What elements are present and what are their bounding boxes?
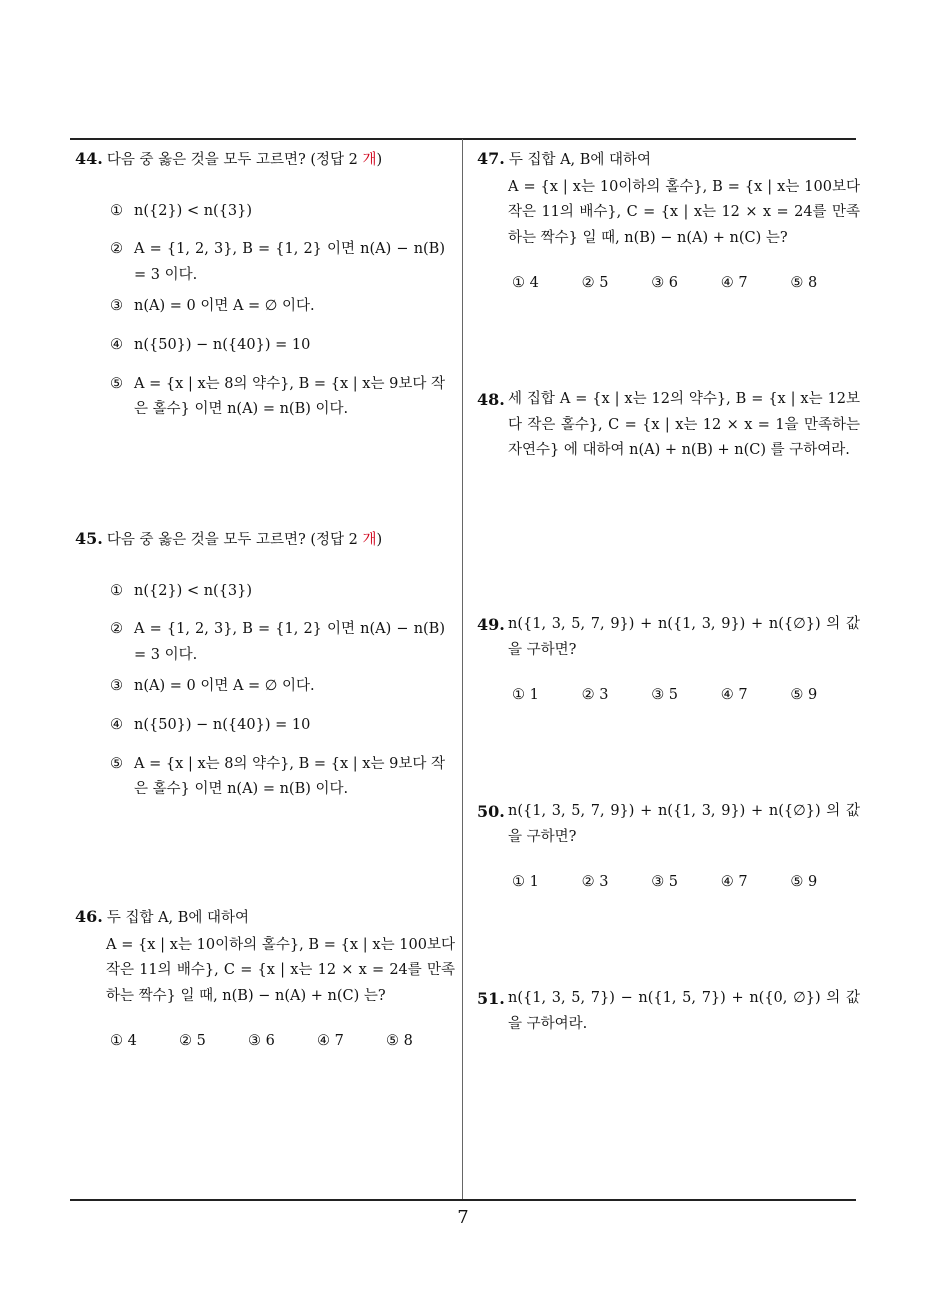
prompt-close: ) <box>376 152 383 168</box>
bottom-rule <box>70 1199 856 1201</box>
question-44 <box>75 146 445 423</box>
question-prompt: 다음 중 옳은 것을 모두 고르면? (정답 2 <box>106 532 363 548</box>
option-4[interactable]: ④ 7 <box>720 275 748 292</box>
choice-3[interactable] <box>110 294 445 320</box>
question-45 <box>75 526 445 803</box>
question-number: 51. <box>477 989 505 1008</box>
option-5[interactable]: ⑤ 8 <box>386 1033 413 1050</box>
choice-2[interactable] <box>110 617 445 668</box>
answer-options <box>512 683 860 709</box>
option-2[interactable]: ② 5 <box>179 1033 206 1050</box>
choice-mark: ① <box>110 202 123 219</box>
question-prompt: 다음 중 옳은 것을 모두 고르면? (정답 2 <box>106 152 363 168</box>
choice-3[interactable] <box>110 674 445 700</box>
option-4[interactable]: ④ 7 <box>317 1033 344 1050</box>
option-5[interactable]: ⑤ 9 <box>790 874 818 891</box>
question-number: 46. <box>75 907 103 926</box>
option-4[interactable]: ④ 7 <box>720 687 748 704</box>
question-number: 50. <box>477 802 505 821</box>
option-3[interactable]: ③ 5 <box>651 687 679 704</box>
choice-text: n(A) = 0 이면 A = ∅ 이다. <box>134 678 315 695</box>
choice-text: A = {1, 2, 3}, B = {1, 2} 이면 n(A) − n(B) = 3 이다. <box>134 241 445 283</box>
choice-mark: ④ <box>110 336 123 353</box>
choice-text: A = {1, 2, 3}, B = {1, 2} 이면 n(A) − n(B) = 3 이다. <box>134 621 445 663</box>
question-text: n({1, 3, 5, 7}) − n({1, 5, 7}) + n({0, ∅}) 의 값을 구하여라. <box>508 990 860 1032</box>
choice-1[interactable] <box>110 579 445 605</box>
option-1[interactable]: ① 1 <box>512 687 539 704</box>
question-text: n({1, 3, 5, 7, 9}) + n({1, 3, 9}) + n({∅}) 의 값을 구하면? <box>508 616 860 658</box>
prompt-close: ) <box>376 532 383 548</box>
question-prompt: 두 집합 A, B에 대하여 <box>508 152 652 168</box>
option-2[interactable]: ② 5 <box>581 275 609 292</box>
answer-options <box>110 1029 455 1055</box>
column-divider <box>462 139 463 1201</box>
choice-text: A = {x | x는 8의 약수}, B = {x | x는 9보다 작은 홀수} 이면 n(A) = n(B) 이다. <box>134 755 445 798</box>
question-46-header <box>75 904 455 932</box>
question-46 <box>75 904 455 1055</box>
option-1[interactable]: ① 4 <box>512 275 539 292</box>
choice-5[interactable] <box>110 752 445 803</box>
question-45-header <box>75 526 445 554</box>
question-51 <box>477 986 860 1037</box>
choice-2[interactable] <box>110 237 445 288</box>
page-number: 7 <box>457 1207 469 1228</box>
choice-mark: ⑤ <box>110 375 123 392</box>
question-number: 45. <box>75 529 103 548</box>
option-1[interactable]: ① 1 <box>512 874 539 891</box>
question-prompt: 두 집합 A, B에 대하여 <box>106 910 250 926</box>
choice-text: n(A) = 0 이면 A = ∅ 이다. <box>134 298 315 315</box>
question-48 <box>477 387 860 464</box>
choice-4[interactable] <box>110 333 445 359</box>
choice-mark: ⑤ <box>110 755 123 772</box>
option-5[interactable]: ⑤ 9 <box>790 687 818 704</box>
question-body: A = {x | x는 10이하의 홀수}, B = {x | x는 100보다 작은 11의 배수}, C = {x | x는 12 × x = 24를 만족하는 짝수} 일 때, n(B) − n(A) + n(C) 는? <box>106 936 455 1004</box>
question-number: 44. <box>75 149 103 168</box>
option-3[interactable]: ③ 6 <box>651 275 679 292</box>
option-3[interactable]: ③ 6 <box>248 1033 275 1050</box>
option-4[interactable]: ④ 7 <box>720 874 748 891</box>
question-47-header <box>477 146 860 174</box>
option-1[interactable]: ① 4 <box>110 1033 137 1050</box>
choice-mark: ④ <box>110 716 123 733</box>
question-44-header <box>75 146 445 174</box>
answer-options <box>512 271 860 297</box>
choice-mark: ② <box>110 241 123 258</box>
question-47 <box>477 146 860 297</box>
option-2[interactable]: ② 3 <box>581 687 609 704</box>
question-text: n({1, 3, 5, 7, 9}) + n({1, 3, 9}) + n({∅}) 의 값을 구하면? <box>508 803 860 845</box>
option-3[interactable]: ③ 5 <box>651 874 679 891</box>
answer-count-highlight: 개 <box>362 532 377 548</box>
choice-4[interactable] <box>110 713 445 739</box>
choice-mark: ① <box>110 582 123 599</box>
top-rule <box>70 138 856 140</box>
choice-text: A = {x | x는 8의 약수}, B = {x | x는 9보다 작은 홀수} 이면 n(A) = n(B) 이다. <box>134 375 445 418</box>
choice-mark: ③ <box>110 298 123 315</box>
choice-text: n({50}) − n({40}) = 10 <box>134 716 311 733</box>
choice-mark: ③ <box>110 678 123 695</box>
choice-5[interactable] <box>110 372 445 423</box>
answer-options <box>512 870 860 896</box>
choice-text: n({50}) − n({40}) = 10 <box>134 336 311 353</box>
option-2[interactable]: ② 3 <box>581 874 609 891</box>
question-50 <box>477 799 860 896</box>
question-body: A = {x | x는 10이하의 홀수}, B = {x | x는 100보다 작은 11의 배수}, C = {x | x는 12 × x = 24를 만족하는 짝수} 일 때, n(B) − n(A) + n(C) 는? <box>508 178 860 246</box>
choice-mark: ② <box>110 621 123 638</box>
question-text: 세 집합 A = {x | x는 12의 약수}, B = {x | x는 12보다 작은 홀수}, C = {x | x는 12 × x = 1을 만족하는 자연수} 에 대하여 n(A) + n(B) + n(C) 를 구하여라. <box>508 391 860 459</box>
choice-text: n({2}) < n({3}) <box>134 202 253 219</box>
option-5[interactable]: ⑤ 8 <box>790 275 818 292</box>
question-49 <box>477 612 860 709</box>
question-number: 48. <box>477 390 505 409</box>
choice-text: n({2}) < n({3}) <box>134 582 253 599</box>
question-number: 47. <box>477 149 505 168</box>
question-number: 49. <box>477 615 505 634</box>
choice-1[interactable] <box>110 199 445 225</box>
answer-count-highlight: 개 <box>362 152 377 168</box>
